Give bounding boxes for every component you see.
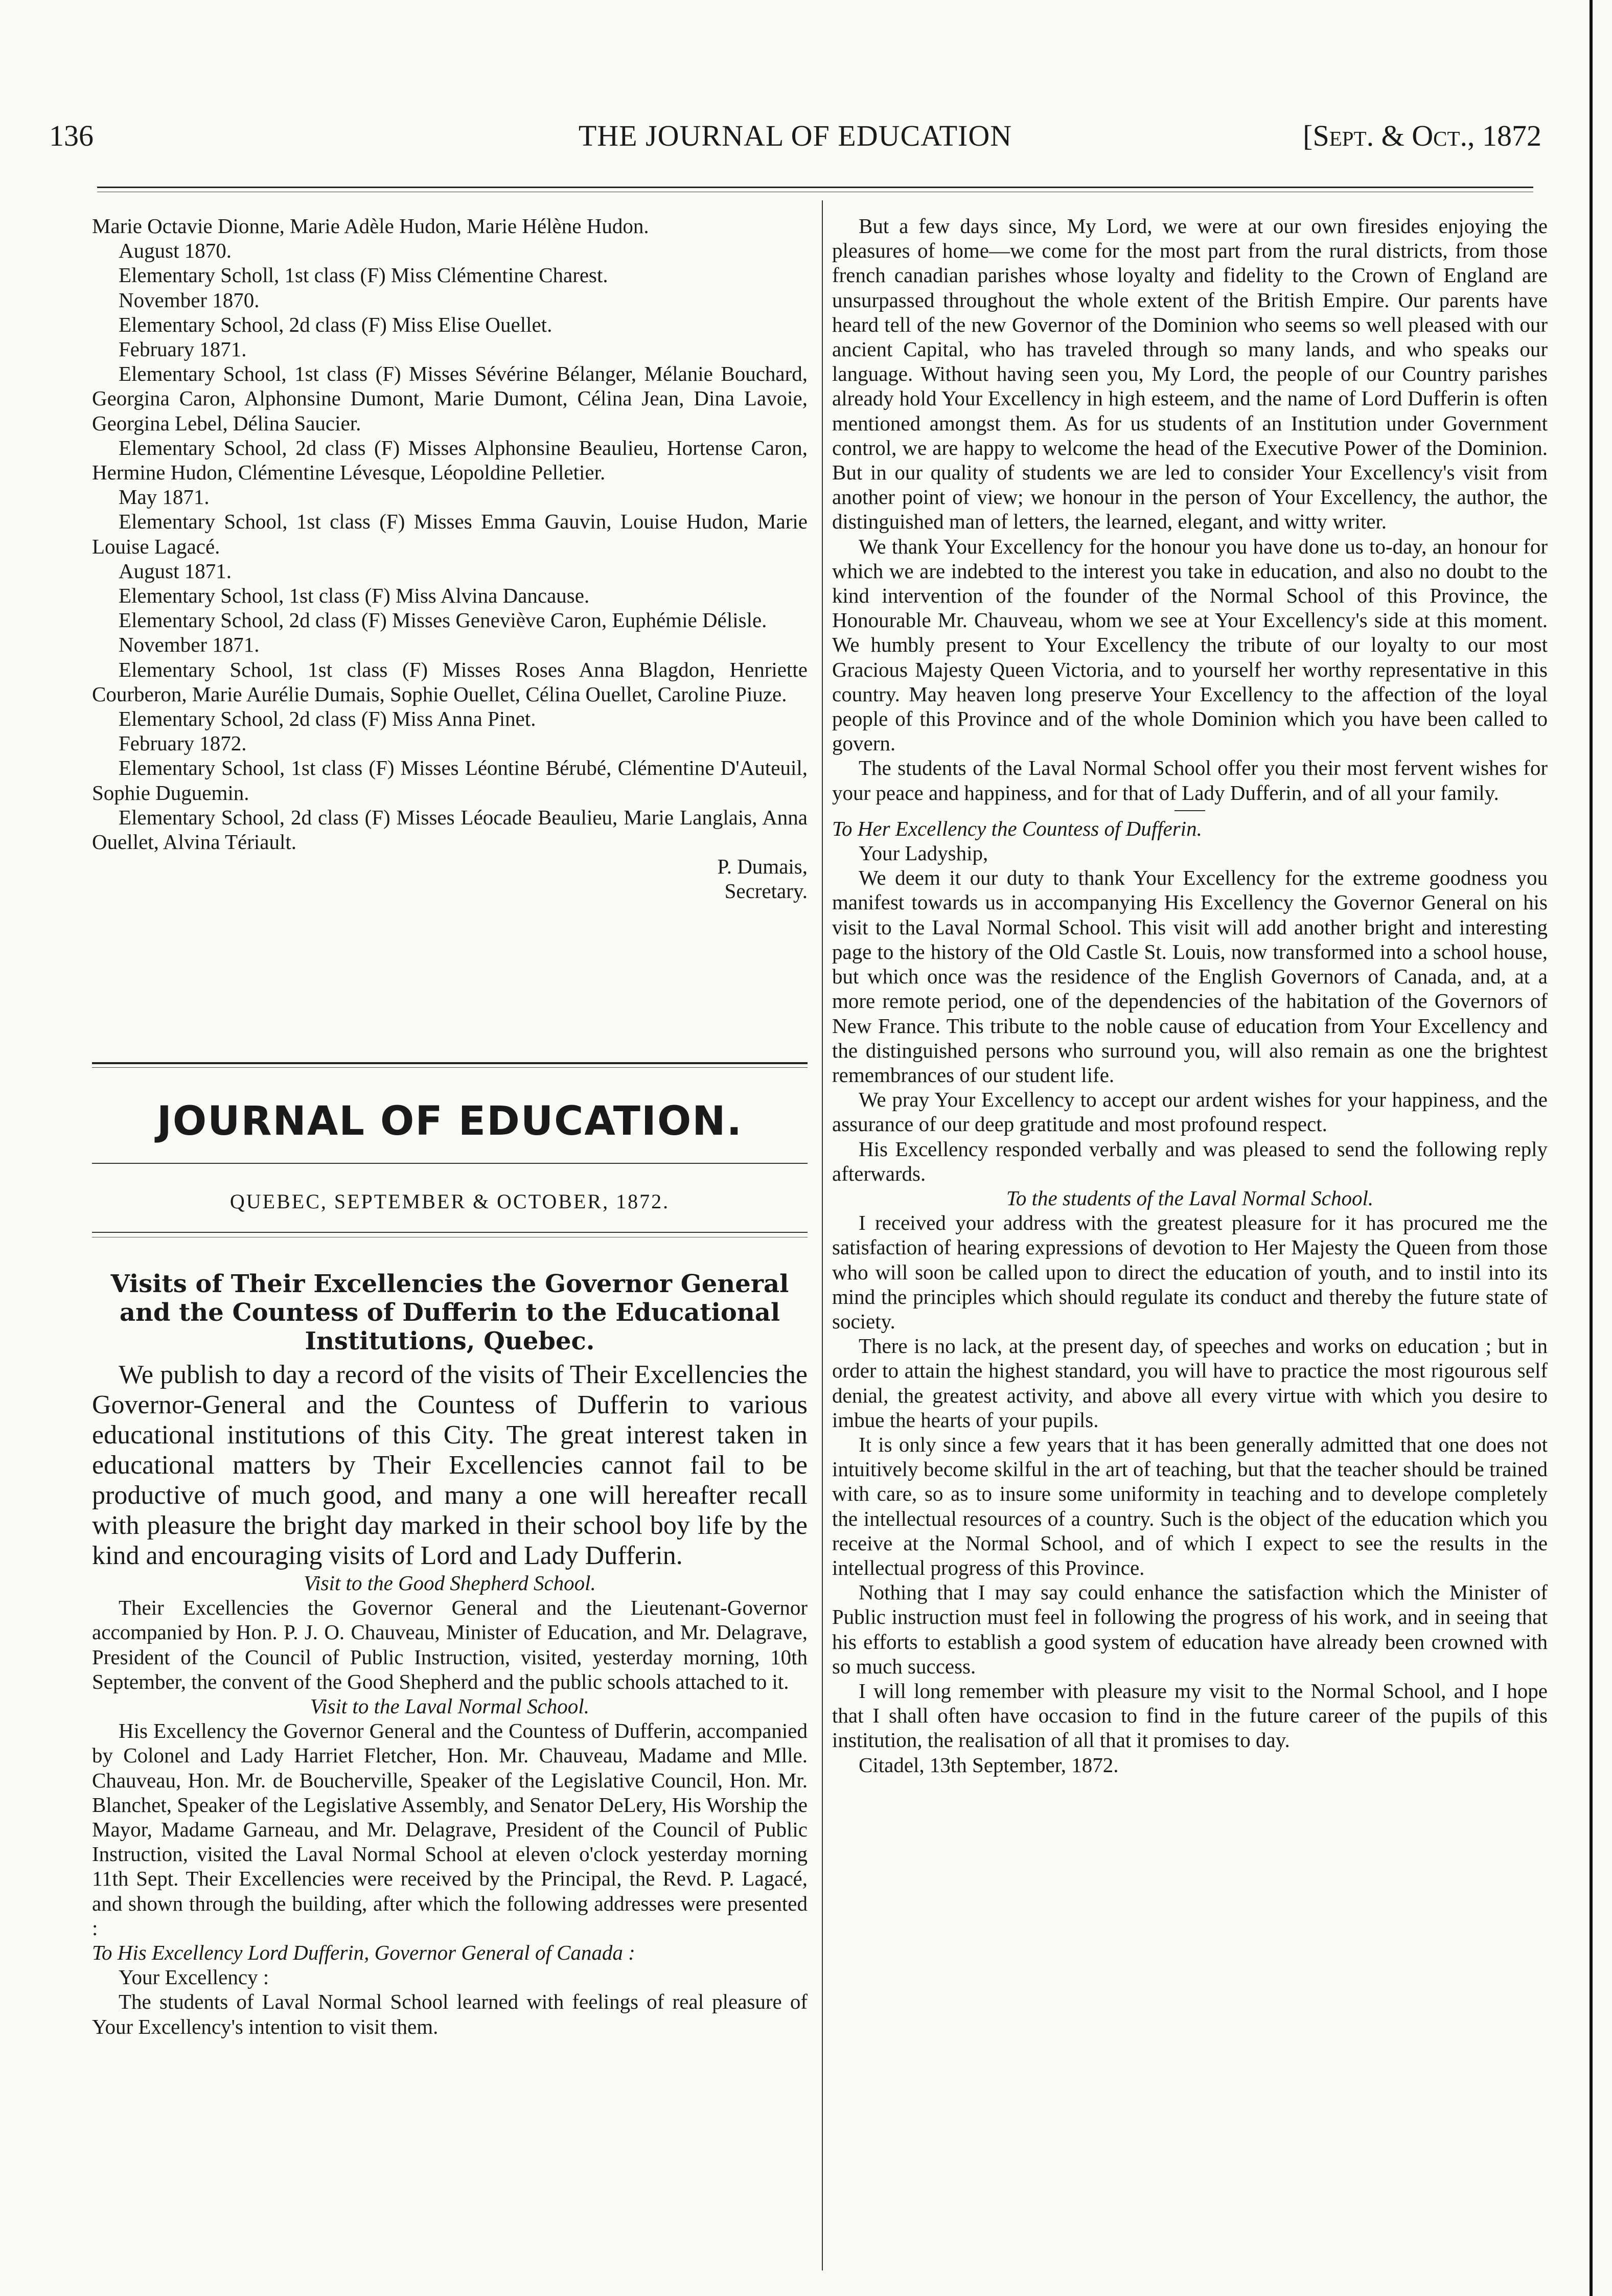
paragraph: We pray Your Excellency to accept our ardent wishes for your happiness, and the assurance of our deep gratitude and most profound respect. bbox=[832, 1088, 1548, 1136]
list-entry: Elementary School, 2d class (F) Miss Elise Ouellet. bbox=[119, 312, 552, 336]
list-date: February 1871. bbox=[119, 337, 247, 361]
dateline-rule bbox=[92, 1163, 808, 1164]
dateline-rule-bottom bbox=[92, 1232, 808, 1233]
article-right-column bbox=[832, 214, 1548, 1777]
issue-date: [Sept. & Oct., 1872 bbox=[1303, 119, 1541, 152]
list-date: August 1870. bbox=[119, 239, 232, 263]
dateline: QUEBEC, SEPTEMBER & OCTOBER, 1872. bbox=[229, 1190, 670, 1213]
subheading: Visit to the Good Shepherd School. bbox=[304, 1571, 596, 1595]
paragraph: I received your address with the greatest pleasure for it has procured me the satisfaction of hearing expressions of devotion to Her Majesty the Queen from those who will soon be called upon to direct the education of youth, and to instil into its mind the principles which should regulate its conduct and thereby the future state of society. bbox=[832, 1211, 1548, 1333]
paragraph: There is no lack, at the present day, of speeches and works on education ; but in order to attain the highest standard, you will have to practice the most rigourous self denial, the greatest activity, and above all every virtue with which you desire to imbue the hearts of your pupils. bbox=[832, 1334, 1548, 1432]
salutation: Your Excellency : bbox=[119, 1965, 269, 1989]
list-date: November 1870. bbox=[119, 288, 260, 312]
paragraph: But a few days since, My Lord, we were at our own firesides enjoying the pleasures of home—we come for the most part from the rural districts, from those french canadian parishes whose loyalty and fidelity to the Crown of England are unsurpassed throughout the whole extent of the British Empire. Our parents have heard tell of the new Governor of the Dominion who seems so well pleased with our ancient Capital, who has traveled through so many lands, and who speaks our language. Without having seen you, My Lord, the people of our Country parishes already hold Your Excellency in high esteem, and the name of Lord Dufferin is often mentioned amongst them. As for us students of an Institution under Government control, we are happy to welcome the head of the Executive Power of the Dominion. But in our quality of students we are led to consider Your Excellency's visit from another point of view; we honour in the person of Your Excellency, the author, the distinguished man of letters, the learned, elegant, and witty writer. bbox=[832, 214, 1548, 534]
paragraph: We thank Your Excellency for the honour you have done us to-day, an honour for which we are indebted to the interest you take in education, and also no doubt to the kind intervention of the founder of the Normal School of this Province, the Honourable Mr. Chauveau, whom we see at Your Excellency's side at this moment. We humbly present to Your Excellency the tribute of our loyalty to our most Gracious Majesty Queen Victoria, and to yourself her worthy representative in this country. May heaven long preserve Your Excellency to the affection of the loyal people of this Province and of the whole Dominion which you have been called to govern. bbox=[832, 534, 1548, 755]
signature: Secretary. bbox=[724, 879, 808, 903]
list-continuation: Marie Octavie Dionne, Marie Adèle Hudon, Marie Hélène Hudon. bbox=[92, 214, 649, 238]
journal-title: THE JOURNAL OF EDUCATION bbox=[578, 119, 1012, 152]
list-date: May 1871. bbox=[119, 485, 210, 509]
diploma-list bbox=[92, 214, 808, 904]
masthead-rule bbox=[92, 1062, 808, 1064]
header-rule bbox=[97, 187, 1533, 188]
salutation: Your Ladyship, bbox=[859, 841, 988, 865]
article-headline: Visits of Their Excellencies the Governor General and the Countess of Dufferin to the Educational Institutions, Quebec. bbox=[110, 1270, 789, 1356]
paragraph: His Excellency the Governor General and the Countess of Dufferin, accompanied by Colonel and Lady Harriet Fletcher, Hon. Mr. Chauveau, Madame and Mlle. Chauveau, Hon. Mr. de Boucherville, Speaker of the Legislative Council, Hon. Mr. Blanchet, Speaker of the Legislative Assembly, and Senator DeLery, His Worship the Mayor, Madame Garneau, and Mr. Delagrave, President of the Council of Public Instruction, visited the Laval Normal School at eleven o'clock yesterday morning 11th Sept. Their Excellencies were received by the Principal, the Revd. P. Lagacé, and shown through the building, after which the following addresses were presented : bbox=[92, 1719, 808, 1940]
lead-paragraph: We publish to day a record of the visits of Their Excellencies the Governor-General and the Countess of Dufferin to various educational institutions of this City. The great interest taken in educational matters by Their Excellencies cannot fail to be productive of much good, and many a one will hereafter recall with pleasure the bright day marked in their school boy life by the kind and encouraging visits of Lord and Lady Dufferin. bbox=[92, 1360, 808, 1570]
list-entry: Elementary School, 2d class (F) Misses Alphonsine Beaulieu, Hortense Caron, Hermine Hudon, Clémentine Lévesque, Léopoldine Pelletier. bbox=[92, 435, 808, 485]
subheading: To the students of the Laval Normal School. bbox=[1006, 1186, 1374, 1210]
list-entry: Elementary School, 1st class (F) Misses Emma Gauvin, Louise Hudon, Marie Louise Lagacé. bbox=[92, 510, 808, 558]
paragraph: Their Excellencies the Governor General and the Lieutenant-Governor accompanied by Hon. P. J. O. Chauveau, Minister of Education, and Mr. Delagrave, President of the Council of Public Instruction, visited, yesterday morning, 10th September, the convent of the Good Shepherd and the public schools attached to it. bbox=[92, 1596, 808, 1693]
paragraph: It is only since a few years that it has been generally admitted that one does not intuitively become skilful in the art of teaching, but that the teacher should be trained with care, so as to insure some uniformity in teaching and to develope completely the intellectual resources of a country. Such is the object of the education which you receive at the Normal School, and of which I expect to see the results in the intellectual progress of this Province. bbox=[832, 1432, 1548, 1579]
running-header bbox=[49, 119, 1541, 165]
address-heading: To Her Excellency the Countess of Dufferin. bbox=[832, 816, 1202, 840]
paragraph: The students of the Laval Normal School offer you their most fervent wishes for your peace and happiness, and for that of Lady Dufferin, and of all your family. bbox=[832, 756, 1548, 805]
list-entry: Elementary School, 2d class (F) Misses Léocade Beaulieu, Marie Langlais, Anna Ouellet, Alvina Tériault. bbox=[92, 805, 808, 854]
paragraph: Nothing that I may say could enhance the satisfaction which the Minister of Public instruction must feel in following the progress of his work, and in seeing that his efforts to establish a good system of education have already been crowned with so much success. bbox=[832, 1580, 1548, 1678]
address-heading: To His Excellency Lord Dufferin, Governor General of Canada : bbox=[92, 1941, 635, 1965]
paragraph: The students of Laval Normal School learned with feelings of real pleasure of Your Excellency's intention to visit them. bbox=[92, 1990, 808, 2038]
list-entry: Elementary School, 1st class (F) Misses Léontine Bérubé, Clémentine D'Auteuil, Sophie Duguemin. bbox=[92, 756, 808, 805]
paragraph: I will long remember with pleasure my visit to the Normal School, and I hope that I shall often have occasion to find in the future career of the pupils of this institution, the realisation of all that it promises to day. bbox=[832, 1679, 1548, 1752]
masthead-title: JOURNAL OF EDUCATION. bbox=[156, 1098, 743, 1144]
list-entry: Elementary School, 1st class (F) Miss Alvina Dancause. bbox=[119, 584, 590, 608]
paragraph: His Excellency responded verbally and was pleased to send the following reply afterwards. bbox=[832, 1137, 1548, 1185]
paragraph: We deem it our duty to thank Your Excellency for the extreme goodness you manifest towards us in accompanying His Excellency the Governor General on his visit to the Laval Normal School. This visit will add another bright and interesting page to the history of the Old Castle St. Louis, now transformed into a school house, but which once was the residence of the English Governors of Canada, and, at a more remote period, one of the dependencies of the habitation of the Governors of New France. This tribute to the noble cause of education from Your Excellency and the distinguished persons who surround you, will also remain as one the brightest remembrances of our student life. bbox=[832, 866, 1548, 1087]
subheading: Visit to the Laval Normal School. bbox=[310, 1694, 589, 1718]
page-edge bbox=[1590, 0, 1593, 2296]
list-entry: Elementary School, 2d class (F) Miss Anna Pinet. bbox=[119, 707, 536, 731]
article-left-column bbox=[92, 1360, 808, 2039]
list-entry: Elementary School, 1st class (F) Misses Roses Anna Blagdon, Henriette Courberon, Marie Aurélie Dumais, Sophie Ouellet, Célina Ouellet, Caroline Piuze. bbox=[92, 657, 808, 706]
list-entry: Elementary School, 2d class (F) Misses Geneviève Caron, Euphémie Délisle. bbox=[119, 608, 767, 632]
list-entry: Elementary Scholl, 1st class (F) Miss Clémentine Charest. bbox=[119, 263, 608, 287]
section-rule bbox=[1175, 810, 1205, 811]
signature: P. Dumais, bbox=[717, 855, 808, 879]
salutation: Citadel, 13th September, 1872. bbox=[859, 1753, 1119, 1777]
list-date: August 1871. bbox=[119, 559, 232, 583]
masthead-block bbox=[92, 1062, 808, 1237]
page-number: 136 bbox=[49, 119, 94, 152]
column-divider bbox=[822, 200, 823, 2270]
list-date: November 1871. bbox=[119, 633, 260, 657]
masthead-rule-thin bbox=[92, 1067, 808, 1068]
list-date: February 1872. bbox=[119, 731, 247, 755]
list-entry: Elementary School, 1st class (F) Misses Sévérine Bélanger, Mélanie Bouchard, Georgina Caron, Alphonsine Dumont, Marie Dumont, Célina Jean, Dina Lavoie, Georgina Lebel, Délina Saucier. bbox=[92, 362, 808, 435]
